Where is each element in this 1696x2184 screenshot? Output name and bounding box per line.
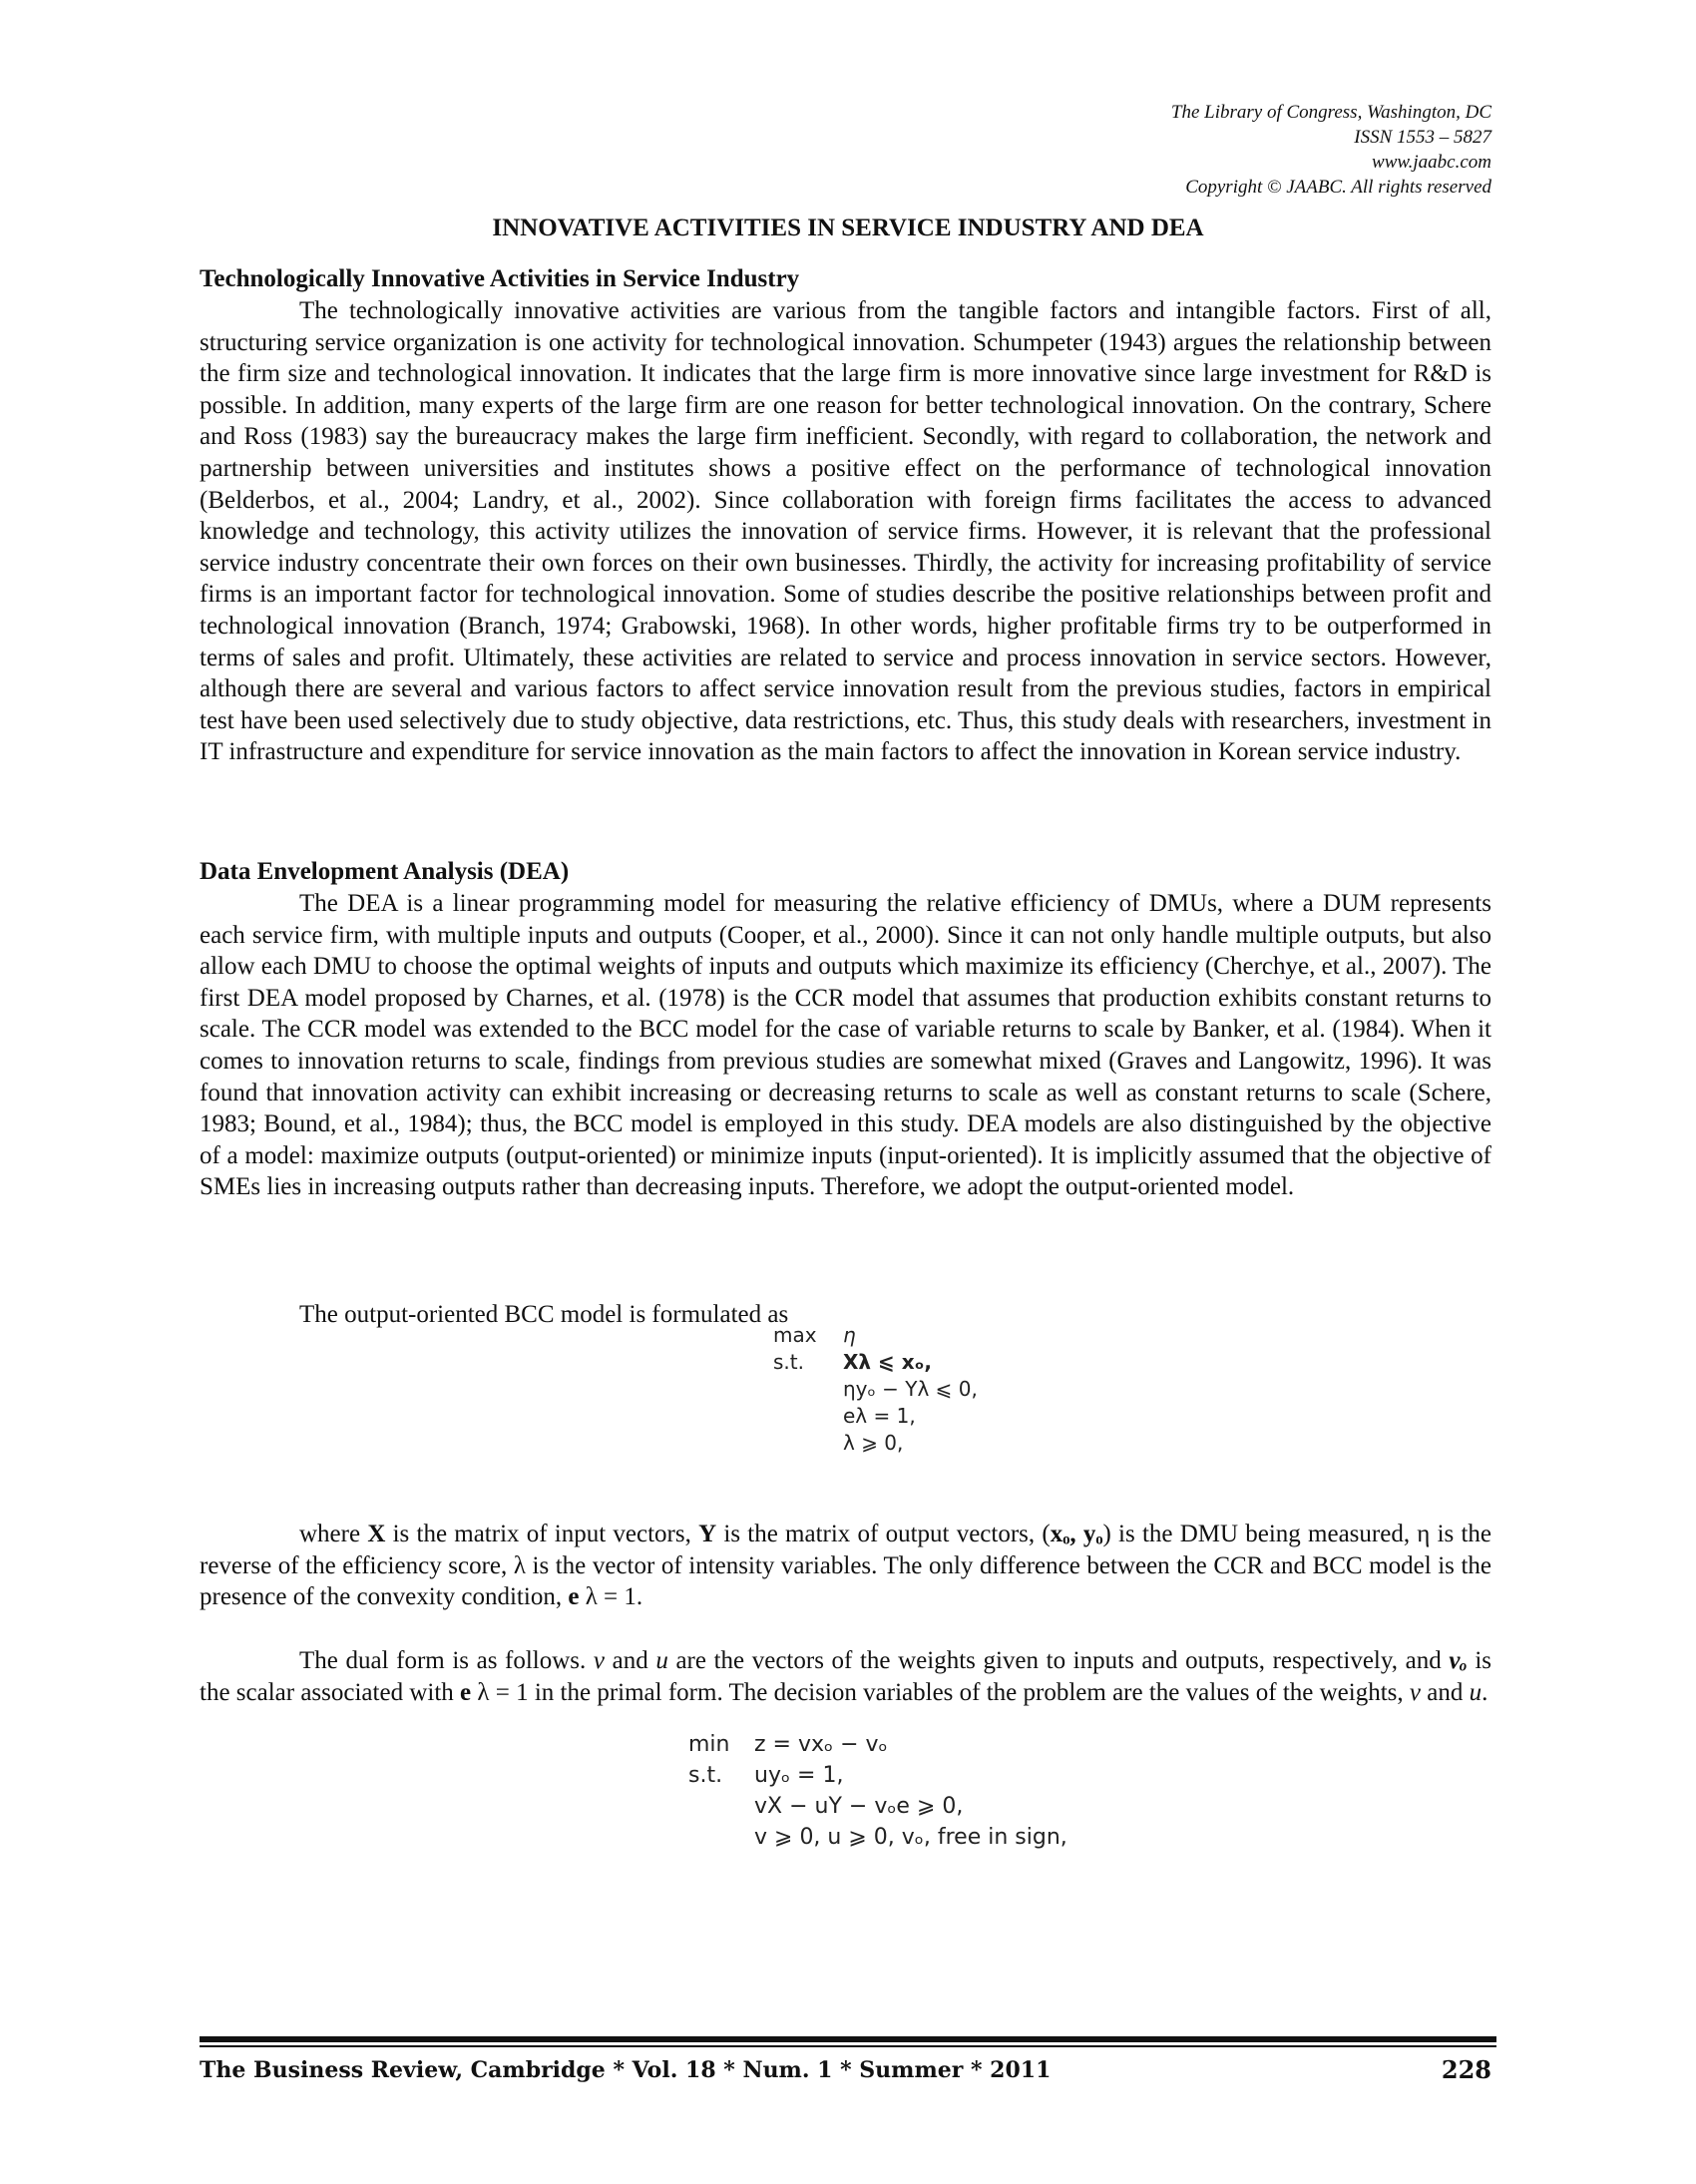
bcc-intro-text: The output-oriented BCC model is formulated as (299, 1301, 789, 1328)
primal-constraint: ηyₒ − Yλ ⩽ 0, (843, 1377, 978, 1401)
where-text: where X is the matrix of input vectors, Y is the matrix of output vectors, (xₒ, yₒ) is the DMU being measured, η is the reverse of the efficiency score, λ is the vector of intensity variables. The only difference between the CCR and BCC model is the presence of the convexity condition, e λ = 1. (200, 1521, 1492, 1611)
where-paragraph (200, 1519, 1491, 1613)
body-paragraph: The DEA is a linear programming model for measuring the relative efficiency of DMUs, where a DUM represents each service firm, with multiple inputs and outputs (Cooper, et al., 2000). Since it can not only handle multiple outputs, but also allow each DMU to choose the optimal weights of inputs and outputs which maximize its efficiency (Cherchye, et al., 2007). The first DEA model proposed by Charnes, et al. (1978) is the CCR model that assumes that production exhibits constant returns to scale. The CCR model was extended to the BCC model for the case of variable returns to scale by Banker, et al. (1984). When it comes to innovation returns to scale, findings from previous studies are somewhat mixed (Graves and Langowitz, 1996). It was found that innovation activity can exhibit increasing or decreasing returns to scale as well as constant returns to scale (Schere, 1983; Bound, et al., 1984); thus, the BCC model is employed in this study. DEA models are also distinguished by the objective of a model: maximize outputs (output-oriented) or minimize inputs (input-oriented). It is implicitly assumed that the objective of SMEs lies in increasing outputs rather than decreasing inputs. Therefore, we adopt the output-oriented model. (200, 890, 1491, 1201)
dual-constraint-row (688, 1791, 1067, 1822)
primal-formulation (773, 1322, 978, 1457)
dual-text: The dual form is as follows. v and u are the vectors of the weights given to inputs and outputs, respectively, and vₒ is the scalar associated with e λ = 1 in the primal form. The decision variables of the problem are the values of the weights, v and u. (200, 1647, 1492, 1706)
footer-rule (200, 2036, 1496, 2042)
section-dea (200, 856, 1491, 1203)
header-website: www.jaabc.com (1372, 152, 1491, 173)
max-label: max (773, 1323, 817, 1347)
section-heading: Data Envelopment Analysis (DEA) (200, 858, 570, 885)
body-paragraph: The technologically innovative activities are various from the tangible factors and intangible factors. First of all, structuring service organization is one activity for technological innovation. Schumpeter (1943) argues the relationship between the firm size and technological innovation. It indicates that the large firm is more innovative since large investment for R&D is possible. In addition, many experts of the large firm are one reason for better technological innovation. On the contrary, Schere and Ross (1983) say the bureaucracy makes the large firm inefficient. Secondly, with regard to collaboration, the network and partnership between universities and institutes shows a positive effect on the performance of technological innovation (Belderbos, et al., 2004; Landry, et al., 2002). Since collaboration with foreign firms facilitates the access to advanced knowledge and technology, this activity utilizes the innovation of service firms. However, it is relevant that the professional service industry concentrate their own forces on their own businesses. Thirdly, the activity for increasing profitability of service firms is an important factor for technological innovation. Some of studies describe the positive relationships between profit and technological innovation (Branch, 1974; Grabowski, 1968). In other words, higher profitable firms try to be outperformed in terms of sales and profit. Ultimately, these activities are related to service and process innovation in service sectors. However, although there are several and various factors to affect service innovation result from the previous studies, factors in empirical test have been used selectively due to study objective, data restrictions, etc. Thus, this study deals with researchers, investment in IT infrastructure and expenditure for service innovation as the main factors to affect the innovation in Korean service industry. (200, 297, 1491, 766)
st-label: s.t. (773, 1350, 804, 1374)
section-heading: Technologically Innovative Activities in Service Industry (200, 265, 800, 292)
primal-constraint-row (773, 1376, 978, 1403)
section-innovative-activities (200, 263, 1491, 768)
primal-objective: η (843, 1323, 856, 1347)
footer-journal: The Business Review, Cambridge * Vol. 18 * Num. 1 * Summer * 2011 (200, 2057, 1052, 2083)
dual-formulation (688, 1729, 1067, 1853)
dual-constraint-row (688, 1760, 1067, 1791)
dual-constraint: v ⩾ 0, u ⩾ 0, vₒ, free in sign, (754, 1825, 1067, 1850)
primal-constraint: eλ = 1, (843, 1404, 916, 1428)
page-number: 228 (1441, 2055, 1491, 2084)
primal-constraint: Xλ ⩽ xₒ, (843, 1350, 933, 1374)
header-issn: ISSN 1553 – 5827 (1354, 127, 1491, 148)
header-copyright: Copyright © JAABC. All rights reserved (1185, 177, 1491, 198)
dual-objective-row (688, 1729, 1067, 1760)
dual-constraint: uyₒ = 1, (754, 1763, 844, 1788)
primal-constraint-row (773, 1430, 978, 1457)
primal-constraint-row (773, 1403, 978, 1430)
footer-rule (200, 2045, 1496, 2047)
dual-objective: z = vxₒ − vₒ (754, 1732, 888, 1757)
header-library: The Library of Congress, Washington, DC (1170, 102, 1491, 123)
dual-paragraph (200, 1645, 1491, 1708)
dual-constraint-row (688, 1822, 1067, 1853)
publication-header (793, 100, 1491, 200)
min-label: min (688, 1732, 730, 1757)
dual-constraint: vX − uY − vₒe ⩾ 0, (754, 1794, 964, 1819)
primal-constraint-row (773, 1349, 978, 1376)
article-title: INNOVATIVE ACTIVITIES IN SERVICE INDUSTRY AND DEA (492, 215, 1204, 241)
st-label: s.t. (688, 1763, 723, 1788)
primal-objective-row (773, 1322, 978, 1349)
primal-constraint: λ ⩾ 0, (843, 1431, 904, 1455)
